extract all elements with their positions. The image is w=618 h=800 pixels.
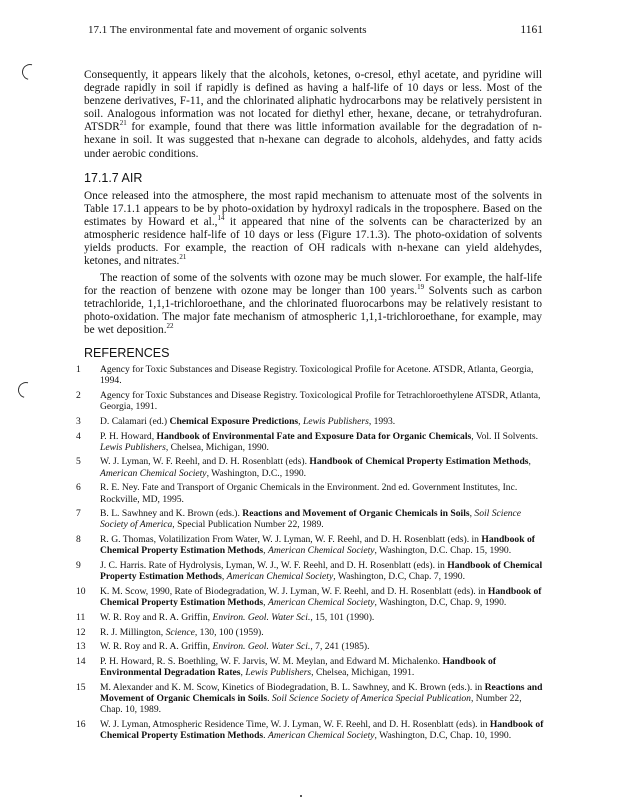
reference-segment: , Washington, D.C, Chap. 7, 1990. xyxy=(333,571,465,583)
reference-number: 5 xyxy=(76,456,81,468)
reference-segment: K. M. Scow, 1990, Rate of Biodegradation, W. J. Lyman, W. F. Reehl, and D. H. Rosenblatt (eds). in xyxy=(100,585,488,597)
reference-segment: , Chelsea, Michigan, 1991. xyxy=(311,667,415,679)
footnote-ref: 21 xyxy=(119,119,127,128)
reference-publisher: Lewis Publishers xyxy=(302,415,369,427)
reference-segment: . xyxy=(267,693,272,705)
reference-title: Handbook of Chemical Property Estimation Methods xyxy=(309,456,529,468)
footnote-ref: 14 xyxy=(217,214,225,223)
reference-number: 14 xyxy=(76,655,86,667)
reference-text xyxy=(100,390,546,412)
paragraph-text: Once released into the atmosphere, the most rapid mechanism to attenuate most of the solvents in Table 17.1.1 appears to be by photo-oxidation by hydroxyl radicals in the troposphere. Based on the estimates by Howard et al., xyxy=(84,190,542,229)
reference-segment: R. G. Thomas, Volatilization From Water, W. J. Lyman, W. F. Reehl, and D. H. Rosenblatt (eds). in xyxy=(100,534,482,546)
reference-number: 16 xyxy=(76,718,86,730)
reference-item xyxy=(76,431,546,453)
reference-segment: W. R. Roy and R. A. Griffin, xyxy=(100,611,213,623)
reference-item xyxy=(76,641,546,652)
reference-publisher: American Chemical Society xyxy=(267,730,375,742)
paragraph-text: Solvents such as carbon tetrachloride, 1,1,1-trichloroethane, and the chlorinated fluorocarbons may be relatively resistant to photo-oxidation. The major fate mechanism of atmospheric 1,1,1-trichloroethane, for example, may be wet deposition. xyxy=(84,285,542,337)
reference-title: Reactions and Movement of Organic Chemicals in Soils xyxy=(242,508,470,520)
reference-number: 7 xyxy=(76,508,81,520)
reference-text xyxy=(100,534,546,556)
footnote-ref: 21 xyxy=(179,253,187,262)
references-heading: REFERENCES xyxy=(84,346,170,360)
reference-title: Handbook of Chemical Property Estimation Methods xyxy=(100,560,543,583)
reference-item xyxy=(76,560,546,582)
reference-text xyxy=(100,416,546,427)
reference-item xyxy=(76,627,546,638)
paragraph-text: The reaction of some of the solvents with ozone may be much slower. For example, the half-life for the reaction of benzene with ozone may be longer than 100 years. xyxy=(84,272,542,298)
running-head xyxy=(88,24,543,36)
reference-item xyxy=(76,534,546,556)
reference-text xyxy=(100,612,546,623)
reference-text xyxy=(100,719,546,741)
reference-title: Handbook of Chemical Property Estimation Methods xyxy=(100,534,535,557)
paragraph-text: it appeared that nine of the solvents can be characterized by an atmospheric residence half-life of 10 days or less (Figure 17.1.3). The photo-oxidation of solvents yields products. For example, the reaction of OH radicals with n-hexane can yield aldehydes, ketones, and nitrates. xyxy=(84,216,542,268)
reference-segment: J. C. Harris. Rate of Hydrolysis, Lyman, W. J., W. F. Reehl, and D. H. Rosenblatt (eds). in xyxy=(100,560,448,572)
reference-item xyxy=(76,456,546,478)
reference-text xyxy=(100,508,546,530)
reference-title: Handbook of Chemical Property Estimation Methods xyxy=(100,718,544,742)
reference-publisher: Lewis Publishers xyxy=(245,667,312,679)
reference-item xyxy=(76,364,546,386)
reference-segment: , Number 22, Chap. 10, 1989. xyxy=(100,693,522,716)
reference-segment: , xyxy=(240,667,246,679)
page-speck xyxy=(300,795,302,797)
reference-title: Handbook of Environmental Degradation Rates xyxy=(100,655,497,679)
reference-segment: , Chelsea, Michigan, 1990. xyxy=(165,441,269,453)
reference-segment: , 130, 100 (1959). xyxy=(194,626,264,638)
reference-number: 10 xyxy=(76,585,86,597)
reference-number: 2 xyxy=(76,389,81,401)
reference-segment: , xyxy=(469,508,475,520)
reference-segment: , Washington, D.C, Chap. 9, 1990. xyxy=(374,597,507,609)
reference-text xyxy=(100,431,546,453)
reference-number: 13 xyxy=(76,641,86,653)
soil-paragraph xyxy=(84,69,542,161)
reference-segment: Agency for Toxic Substances and Disease Registry. Toxicological Profile for Acetone. ATSDR, Atlanta, Georgia, 1994. xyxy=(100,364,534,387)
punch-hole-mark xyxy=(19,61,41,83)
footnote-ref: 19 xyxy=(417,283,425,292)
reference-segment: , xyxy=(528,456,531,468)
reference-segment: . xyxy=(263,730,268,742)
page-number: 1161 xyxy=(520,24,543,36)
reference-segment: W. J. Lyman, W. F. Reehl, and D. H. Rosenblatt (eds). xyxy=(100,456,310,468)
reference-text xyxy=(100,627,546,638)
reference-segment: Agency for Toxic Substances and Disease Registry. Toxicological Profile for Tetrachloroethylene ATSDR, Atlanta, Georgia, 1991. xyxy=(100,389,541,413)
reference-number: 12 xyxy=(76,626,86,638)
air-paragraph-2 xyxy=(84,272,542,337)
reference-item xyxy=(76,482,546,504)
reference-segment: B. L. Sawhney and K. Brown (eds.). xyxy=(100,508,243,520)
reference-number: 4 xyxy=(76,430,81,442)
reference-text xyxy=(100,560,546,582)
running-head-title: 17.1 The environmental fate and movement of organic solvents xyxy=(88,24,367,36)
reference-number: 6 xyxy=(76,482,81,494)
air-paragraph-1 xyxy=(84,190,542,269)
reference-number: 8 xyxy=(76,534,81,546)
reference-publisher: Lewis Publishers xyxy=(100,441,166,453)
reference-segment: R. J. Millington, xyxy=(100,626,166,638)
reference-item xyxy=(76,612,546,623)
reference-segment: W. R. Roy and R. A. Griffin, xyxy=(100,641,213,653)
paragraph-text: Consequently, it appears likely that the alcohols, ketones, o-cresol, ethyl acetate, and pyridine will degrade rapidly in soil if rapidly is defined as having a half-life of 10 days or less. Most of the benzene derivatives, F-11, and the chlorinated aliphatic hydrocarbons may be relatively persistent in soil. Analogous information was not located for diethyl ether, hexane, decane, or tetrahydrofuran. ATSDR xyxy=(84,69,542,134)
reference-publisher: Science xyxy=(165,626,195,638)
reference-segment: , 1993. xyxy=(368,415,396,427)
reference-text xyxy=(100,456,546,478)
reference-segment: , Vol. II Solvents. xyxy=(471,430,539,442)
section-heading-air: 17.1.7 AIR xyxy=(84,171,143,185)
footnote-ref: 22 xyxy=(166,322,174,331)
reference-text xyxy=(100,682,546,716)
reference-number: 11 xyxy=(76,611,86,623)
reference-item xyxy=(76,656,546,678)
reference-segment: D. Calamari (ed.) xyxy=(100,415,170,427)
reference-segment: , xyxy=(221,571,227,583)
reference-number: 9 xyxy=(76,560,81,572)
reference-item xyxy=(76,416,546,427)
reference-publisher: American Chemical Society xyxy=(100,467,207,479)
reference-segment: , xyxy=(263,545,268,557)
reference-segment: , 7, 241 (1985). xyxy=(310,641,370,653)
reference-publisher: American Chemical Society xyxy=(267,597,375,609)
reference-title: Chemical Exposure Predictions xyxy=(169,415,299,427)
reference-text xyxy=(100,586,546,608)
reference-item xyxy=(76,719,546,741)
reference-segment: P. H. Howard, R. S. Boethling, W. F. Jarvis, W. M. Meylan, and Edward M. Michalenko. xyxy=(100,655,443,667)
reference-title: Handbook of Environmental Fate and Exposure Data for Organic Chemicals xyxy=(156,430,472,442)
reference-publisher: Environ. Geol. Water Sci. xyxy=(212,611,311,623)
reference-segment: , Washington, D.C, Chap. 10, 1990. xyxy=(374,730,512,742)
reference-segment: , xyxy=(263,597,268,609)
reference-segment: P. H. Howard, xyxy=(100,430,157,442)
reference-number: 15 xyxy=(76,681,86,693)
reference-publisher: Environ. Geol. Water Sci. xyxy=(212,641,311,653)
reference-publisher: Soil Science Society of America Special Publication xyxy=(271,693,471,705)
reference-title: Reactions and Movement of Organic Chemicals in Soils xyxy=(100,681,543,705)
paragraph-text: for example, found that there was little information available for the degradation of n-hexane in soil. It was suggested that n-hexane can degrade to alcohols, aldehydes, and fatty acids under aerobic conditions. xyxy=(84,121,542,160)
reference-text xyxy=(100,482,546,504)
reference-publisher: Soil Science Society of America xyxy=(100,508,522,531)
reference-title: Handbook of Chemical Property Estimation Methods xyxy=(100,585,542,609)
reference-publisher: American Chemical Society xyxy=(267,545,375,557)
reference-text xyxy=(100,364,546,386)
reference-item xyxy=(76,586,546,608)
reference-text xyxy=(100,656,546,678)
reference-segment: R. E. Ney. Fate and Transport of Organic Chemicals in the Environment. 2nd ed. Government Institutes, Inc. Rockville, MD, 1995. xyxy=(100,482,518,505)
reference-item xyxy=(76,682,546,716)
reference-segment: , 15, 101 (1990). xyxy=(310,611,375,623)
reference-publisher: American Chemical Society xyxy=(226,571,334,583)
reference-segment: , Washington, D.C., 1990. xyxy=(206,467,307,479)
reference-list xyxy=(76,364,546,745)
reference-item xyxy=(76,390,546,412)
reference-number: 1 xyxy=(76,364,81,375)
reference-item xyxy=(76,508,546,530)
reference-number: 3 xyxy=(76,415,81,427)
punch-hole-mark xyxy=(15,379,37,401)
reference-segment: , Washington, D.C. Chap. 15, 1990. xyxy=(374,545,512,557)
reference-segment: W. J. Lyman, Atmospheric Residence Time, W. J. Lyman, W. F. Reehl, and D. H. Rosenblatt (eds). in xyxy=(100,718,490,730)
reference-segment: , xyxy=(298,415,303,427)
reference-segment: M. Alexander and K. M. Scow, Kinetics of Biodegradation, B. L. Sawhney, and K. Brown (eds.). in xyxy=(100,681,485,693)
reference-segment: , Special Publication Number 22, 1989. xyxy=(172,519,324,531)
reference-text xyxy=(100,641,546,652)
